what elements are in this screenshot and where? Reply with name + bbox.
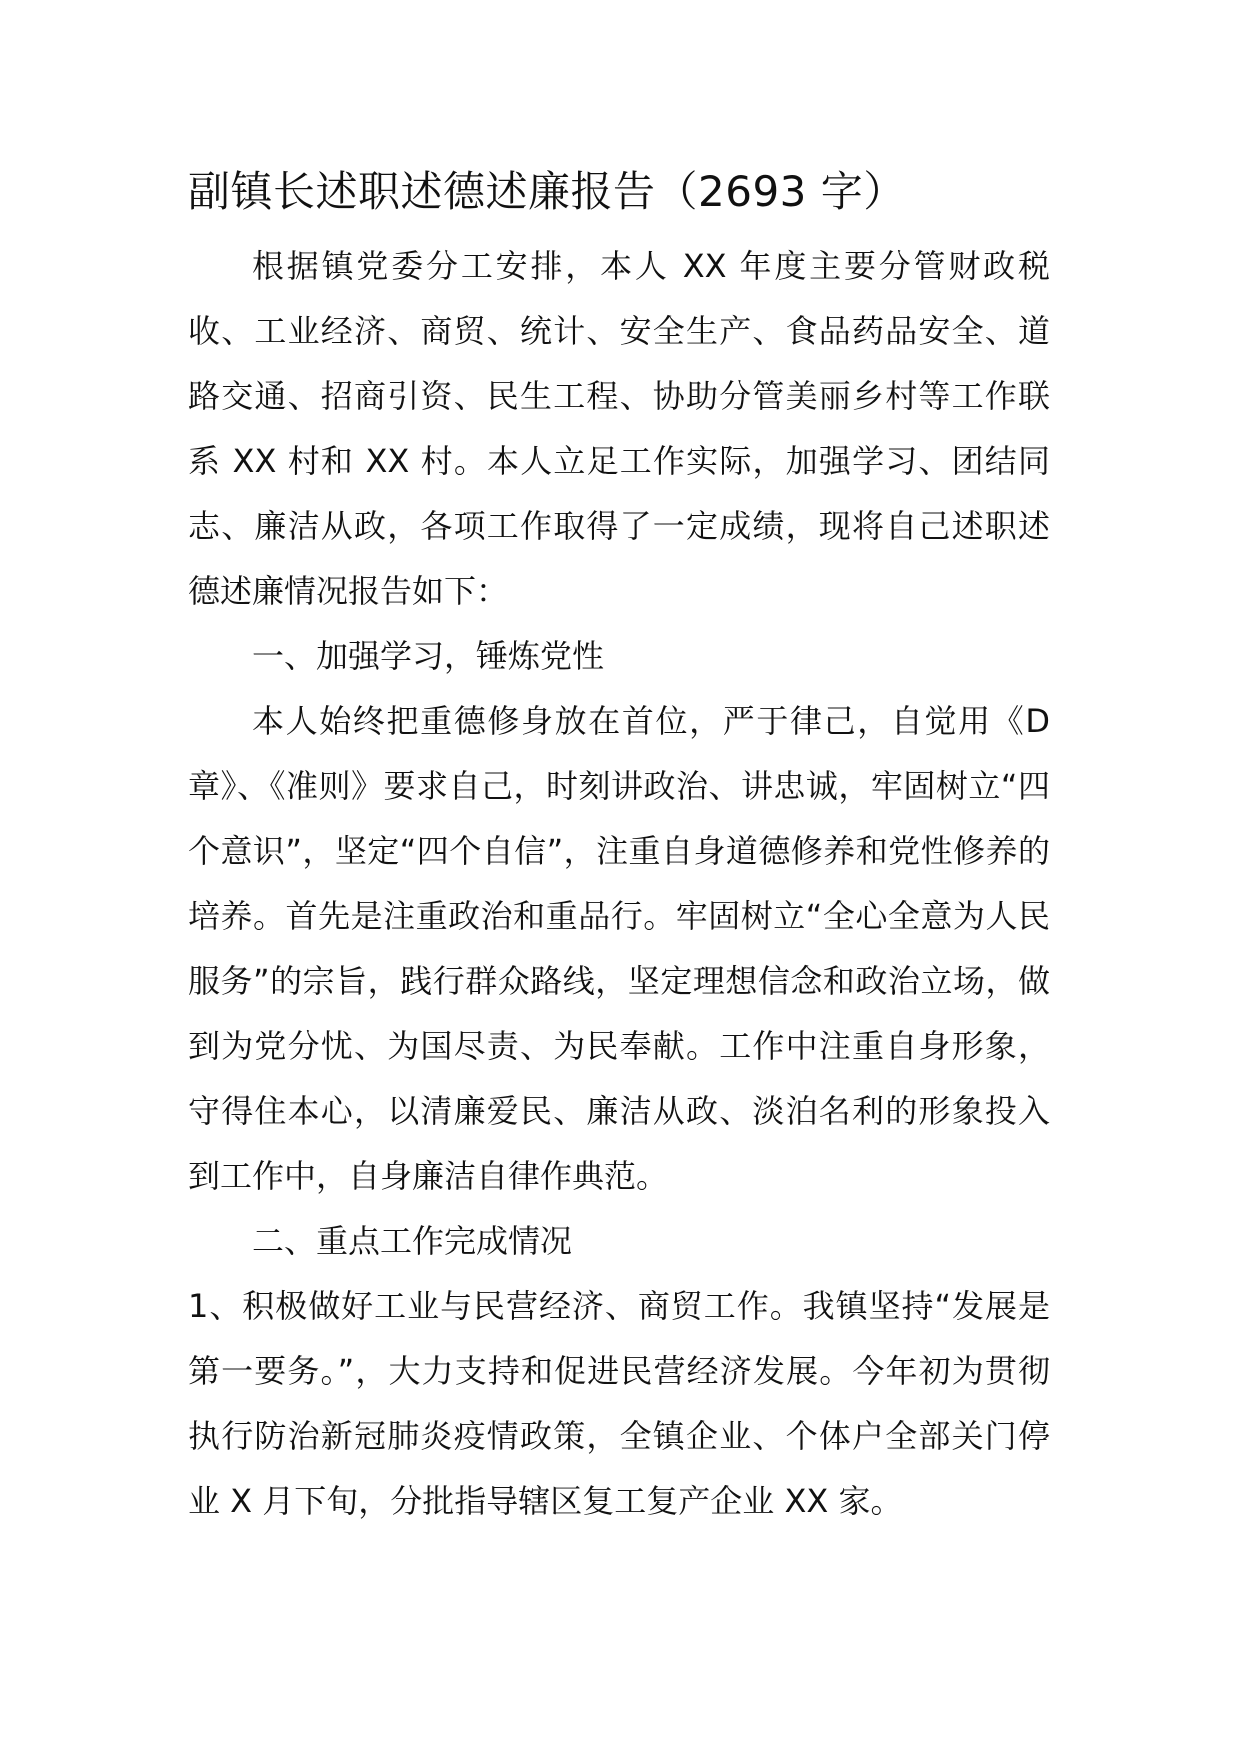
section-heading-2: 二、重点工作完成情况	[252, 1222, 573, 1260]
paragraph-economy: 1、积极做好工业与民营经济、商贸工作。我镇坚持“发展是第一要务。”，大力支持和促进民营经济发展。今年初为贯彻执行防治新冠肺炎疫情政策，全镇企业、个体户全部关门停业 X 月下旬，分批指导辖区复工复产企业 XX 家。	[188, 1287, 1050, 1520]
section-heading-1: 一、加强学习，锤炼党性	[252, 637, 605, 675]
document-body	[188, 234, 1050, 1534]
paragraph-intro: 根据镇党委分工安排，本人 XX 年度主要分管财政税收、工业经济、商贸、统计、安全生产、食品药品安全、道路交通、招商引资、民生工程、协助分管美丽乡村等工作联系 XX 村和 XX 村。本人立足工作实际，加强学习、团结同志、廉洁从政，各项工作取得了一定成绩，现将自己述职述德述廉情况报告如下：	[188, 247, 1050, 610]
document-title: 副镇长述职述德述廉报告（2693 字）	[188, 167, 906, 216]
paragraph-study: 本人始终把重德修身放在首位，严于律己，自觉用《D章》、《准则》要求自己，时刻讲政治、讲忠诚，牢固树立“四个意识”，坚定“四个自信”，注重自身道德修养和党性修养的培养。首先是注重政治和重品行。牢固树立“全心全意为人民服务”的宗旨，践行群众路线，坚定理想信念和政治立场，做到为党分忧、为国尽责、为民奉献。工作中注重自身形象，守得住本心，以清廉爱民、廉洁从政、淡泊名利的形象投入到工作中，自身廉洁自律作典范。	[188, 702, 1050, 1195]
